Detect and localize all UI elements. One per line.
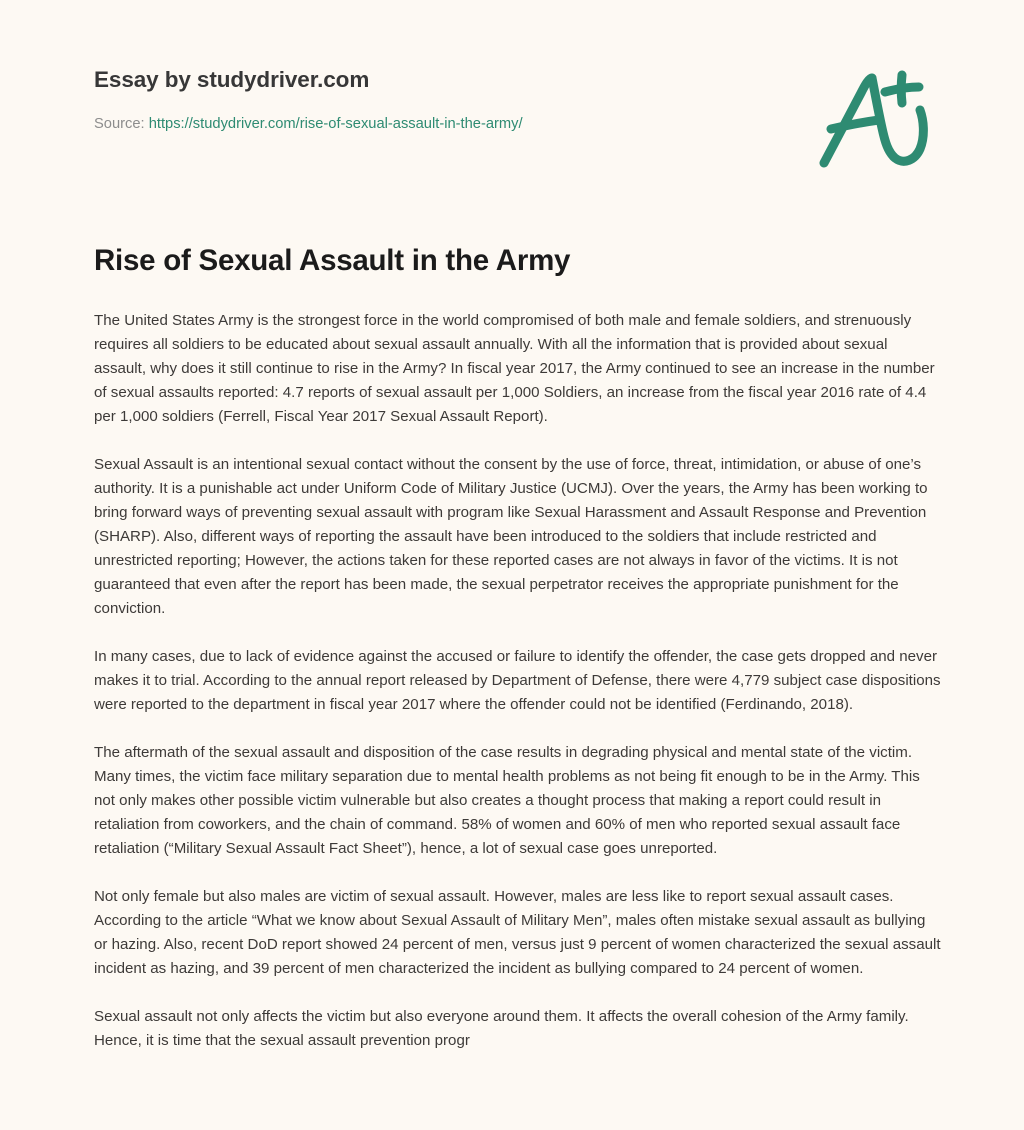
article-paragraph: Not only female but also males are victim of sexual assault. However, males are less like to report sexual assault cases. According to the article “What we know about Sexual Assault of Military Men”, males often mistake sexual assault as bullying or hazing. Also, recent DoD report showed 24 percent of men, versus just 9 percent of women characterized the sexual assault incident as hazing, and 39 percent of men characterized the incident as bullying compared to 24 percent of women. xyxy=(94,887,941,977)
brand-heading: Essay by studydriver.com xyxy=(94,67,370,92)
source-line xyxy=(94,93,930,134)
article-paragraph: In many cases, due to lack of evidence against the accused or failure to identify the offender, the case gets dropped and never makes it to trial. According to the annual report released by Department of Defense, there were 4,779 subject case dispositions were reported to the department in fiscal year 2017 where the offender could not be identified (Ferdinando, 2018). xyxy=(94,647,941,713)
page-title: Rise of Sexual Assault in the Army xyxy=(94,244,571,277)
article-paragraph: Sexual assault not only affects the victim but also everyone around them. It affects the overall cohesion of the Army family. Hence, it is time that the sexual assault prevention progr xyxy=(94,1007,909,1049)
article-paragraph: The aftermath of the sexual assault and disposition of the case results in degrading physical and mental state of the victim. Many times, the victim face military separation due to mental health problems as not being fit enough to be in the Army. This not only makes other possible victim vulnerable but also creates a thought process that making a report could result in retaliation from coworkers, and the chain of command. 58% of women and 60% of men who reported sexual assault face retaliation (“Military Sexual Assault Fact Sheet”), hence, a lot of sexual case goes unreported. xyxy=(94,743,920,857)
article-paragraph: The United States Army is the strongest force in the world compromised of both male and female soldiers, and strenuously requires all soldiers to be educated about sexual assault annually. With all the information that is provided about sexual assault, why does it still continue to rise in the Army? In fiscal year 2017, the Army continued to see an increase in the number of sexual assaults reported: 4.7 reports of sexual assault per 1,000 Soldiers, an increase from the fiscal year 2016 rate of 4.4 per 1,000 soldiers (Ferrell, Fiscal Year 2017 Sexual Assault Report). xyxy=(94,311,935,425)
document-header xyxy=(94,66,930,134)
source-url-link[interactable]: https://studydriver.com/rise-of-sexual-assault-in-the-army/ xyxy=(148,116,523,132)
article-body xyxy=(94,309,942,1053)
article xyxy=(94,243,942,1053)
source-label: Source: xyxy=(94,116,145,132)
studydriver-a-plus-logo-icon xyxy=(812,66,936,170)
article-paragraph: Sexual Assault is an intentional sexual contact without the consent by the use of force, threat, intimidation, or abuse of one’s authority. It is a punishable act under Uniform Code of Military Justice (UCMJ). Over the years, the Army has been working to bring forward ways of preventing sexual assault with program like Sexual Harassment and Assault Response and Prevention (SHARP). Also, different ways of reporting the assault have been introduced to the soldiers that include restricted and unrestricted reporting; However, the actions taken for these reported cases are not always in favor of the victims. It is not guaranteed that even after the report has been made, the sexual perpetrator receives the appropriate punishment for the conviction. xyxy=(94,455,928,617)
